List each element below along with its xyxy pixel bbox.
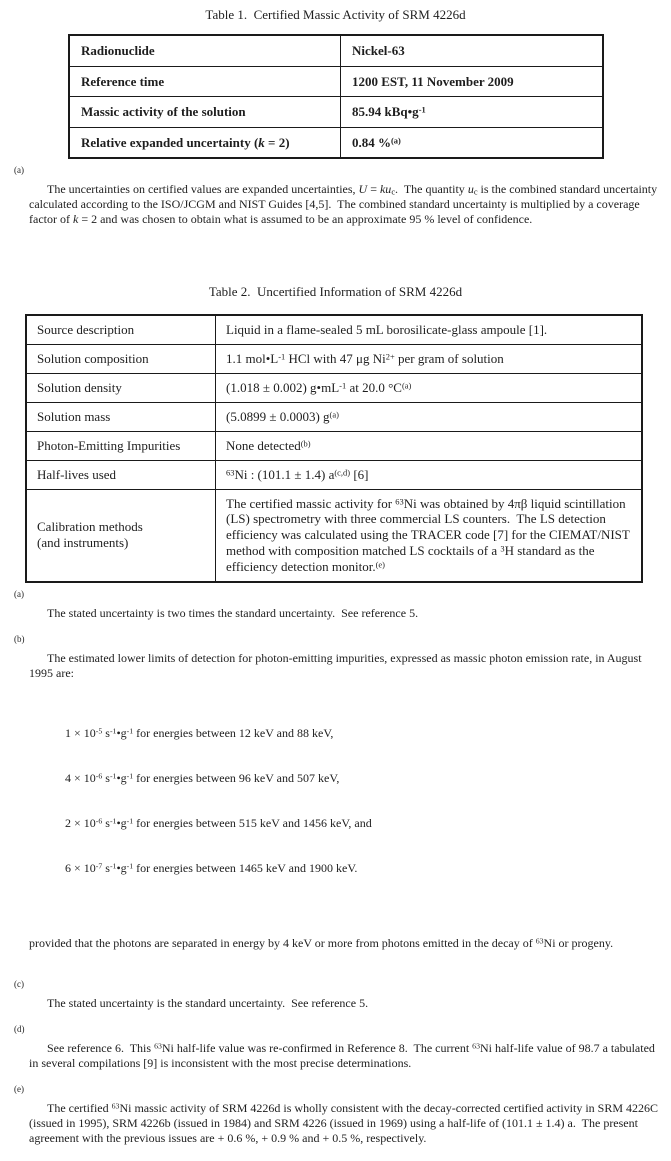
table2-value-source-description: Liquid in a flame-sealed 5 mL borosilicate-glass ampoule [1]. bbox=[216, 315, 643, 344]
footnote-text: The uncertainties on certified values are expanded uncertainties, $U = ku_c$. The quantity $u_c$ is the combined standard uncertainty calculated according to the ISO/JCGM and NIST Guides [4,5]. The combined standard uncertainty is multiplied by a coverage factor of k = 2 and was chosen to obtain what is assumed to be an approximate 95 % level of confidence. bbox=[29, 182, 661, 227]
table-row bbox=[26, 431, 642, 460]
footnote-e-table2 bbox=[13, 1083, 662, 1161]
table-row bbox=[69, 35, 603, 66]
footnote-marker: (a) bbox=[14, 588, 24, 599]
footnote-a-table1 bbox=[13, 165, 661, 242]
table2-label-source-description: Source description bbox=[26, 315, 216, 344]
list-item: $6 \times 10^{-7}$ $s^{-1}•g^{-1}$ for energies between 1465 keV and 1900 keV. bbox=[65, 860, 358, 875]
table2-label-solution-composition: Solution composition bbox=[26, 345, 216, 374]
table2-value-half-lives-used: $^{63}$Ni : (101.1 ± 1.4) $a^{(c,d)}$ [6] bbox=[216, 460, 643, 489]
table1-certified-massic-activity bbox=[68, 34, 604, 159]
table2-label-solution-mass: Solution mass bbox=[26, 402, 216, 431]
table-row bbox=[69, 127, 603, 158]
table2-label-half-lives-used: Half-lives used bbox=[26, 460, 216, 489]
table2-title: Table 2. Uncertified Information of SRM 4226d bbox=[208, 284, 463, 300]
footnote-text: See reference 6. This $^{63}$Ni half-life value was re-confirmed in Reference 8. The current $^{63}$Ni half-life value of 98.7 a tabulated in several compilations [9] is inconsistent with the most precise determinations. bbox=[29, 1040, 658, 1070]
table1-label-relative-expanded-uncertainty: Relative expanded uncertainty (k = 2) bbox=[69, 127, 341, 158]
table1-value-massic-activity: 85.94 $kBq•g^{-1}$ bbox=[341, 97, 604, 128]
footnote-c-table2 bbox=[13, 978, 658, 1026]
footnote-b-table2 bbox=[13, 633, 658, 981]
table2-label-calibration-methods: Calibration methods (and instruments) bbox=[26, 489, 216, 582]
table1-value-relative-expanded-uncertainty: 0.84 %$^{(a)}$ bbox=[341, 127, 604, 158]
table2-value-solution-mass: (5.0899 ± 0.0003) $g^{(a)}$ bbox=[216, 402, 643, 431]
table-row bbox=[69, 66, 603, 97]
footnote-marker: (b) bbox=[14, 633, 25, 644]
footnote-marker: (c) bbox=[14, 978, 24, 989]
list-item: $4 \times 10^{-6}$ $s^{-1}•g^{-1}$ for energies between 96 keV and 507 keV, bbox=[65, 770, 340, 785]
table1-value-reference-time: 1200 EST, 11 November 2009 bbox=[341, 66, 604, 97]
table2-value-photon-emitting-impurities: None detected$^{(b)}$ bbox=[216, 431, 643, 460]
footnote-marker: (d) bbox=[14, 1023, 25, 1034]
table-row bbox=[26, 374, 642, 403]
footnote-marker: (e) bbox=[14, 1083, 24, 1094]
table-row bbox=[26, 402, 642, 431]
table1-label-radionuclide: Radionuclide bbox=[69, 35, 341, 66]
footnote-text: The estimated lower limits of detection for photon-emitting impurities, expressed as massic photon emission rate, in August 1995 are: bbox=[29, 650, 645, 680]
table2-uncertified-information bbox=[25, 314, 643, 582]
list-item: $2 \times 10^{-6}$ $s^{-1}•g^{-1}$ for energies between 515 keV and 1456 keV, and bbox=[65, 815, 372, 830]
footnote-b-outro: provided that the photons are separated in energy by 4 keV or more from photons emitted in the decay of $^{63}$Ni or progeny. bbox=[29, 935, 614, 950]
table1-label-reference-time: Reference time bbox=[69, 66, 341, 97]
footnote-a-table2 bbox=[13, 588, 658, 636]
table1-value-radionuclide: Nickel-63 bbox=[341, 35, 604, 66]
footnote-text: The stated uncertainty is two times the standard uncertainty. See reference 5. bbox=[47, 605, 419, 620]
table1-title: Table 1. Certified Massic Activity of SRM 4226d bbox=[205, 7, 466, 22]
table1-label-massic-activity: Massic activity of the solution bbox=[69, 97, 341, 128]
table-row bbox=[26, 315, 642, 344]
table-row bbox=[26, 489, 642, 582]
table-row bbox=[26, 460, 642, 489]
footnote-d-table2 bbox=[13, 1023, 658, 1086]
table2-label-solution-density: Solution density bbox=[26, 374, 216, 403]
table2-value-solution-composition: 1.1 $mol•L^{-1}$ HCl with 47 μg $Ni^{2+}$ per gram of solution bbox=[216, 345, 643, 374]
table2-value-solution-density: (1.018 ± 0.002) $g•mL^{-1}$ at 20.0 $^\circ C^{(a)}$ bbox=[216, 374, 643, 403]
footnote-marker: (a) bbox=[14, 165, 24, 176]
footnote-text: The stated uncertainty is the standard uncertainty. See reference 5. bbox=[47, 995, 369, 1010]
table-row bbox=[69, 97, 603, 128]
table2-value-calibration-methods: The certified massic activity for $^{63}$Ni was obtained by 4πβ liquid scintillation (LS) spectrometry with three commercial LS counters. The LS detection efficiency was calculated using the TRACER code [7] for the CIEMAT/NIST method with composition matched LS cocktails of a $^3$H standard as the efficiency detection monitor.$^{(e)}$ bbox=[216, 489, 643, 582]
detection-limit-list bbox=[65, 696, 658, 906]
footnote-text: The certified $^{63}$Ni massic activity of SRM 4226d is wholly consistent with the decay-corrected certified activity in SRM 4226C (issued in 1995), SRM 4226b (issued in 1984) and SRM 4226 (issued in 1969) using a half-life of (101.1 ± 1.4) a. The present agreement with the previous issues are + 0.6 %, + 0.9 % and + 0.5 %, respectively. bbox=[29, 1100, 662, 1145]
table1-footnotes bbox=[13, 165, 661, 242]
table2-footnotes bbox=[13, 588, 662, 1161]
list-item: $1 \times 10^{-5}$ $s^{-1}•g^{-1}$ for energies between 12 keV and 88 keV, bbox=[65, 725, 334, 740]
table2-label-photon-emitting-impurities: Photon-Emitting Impurities bbox=[26, 431, 216, 460]
table-row bbox=[26, 345, 642, 374]
